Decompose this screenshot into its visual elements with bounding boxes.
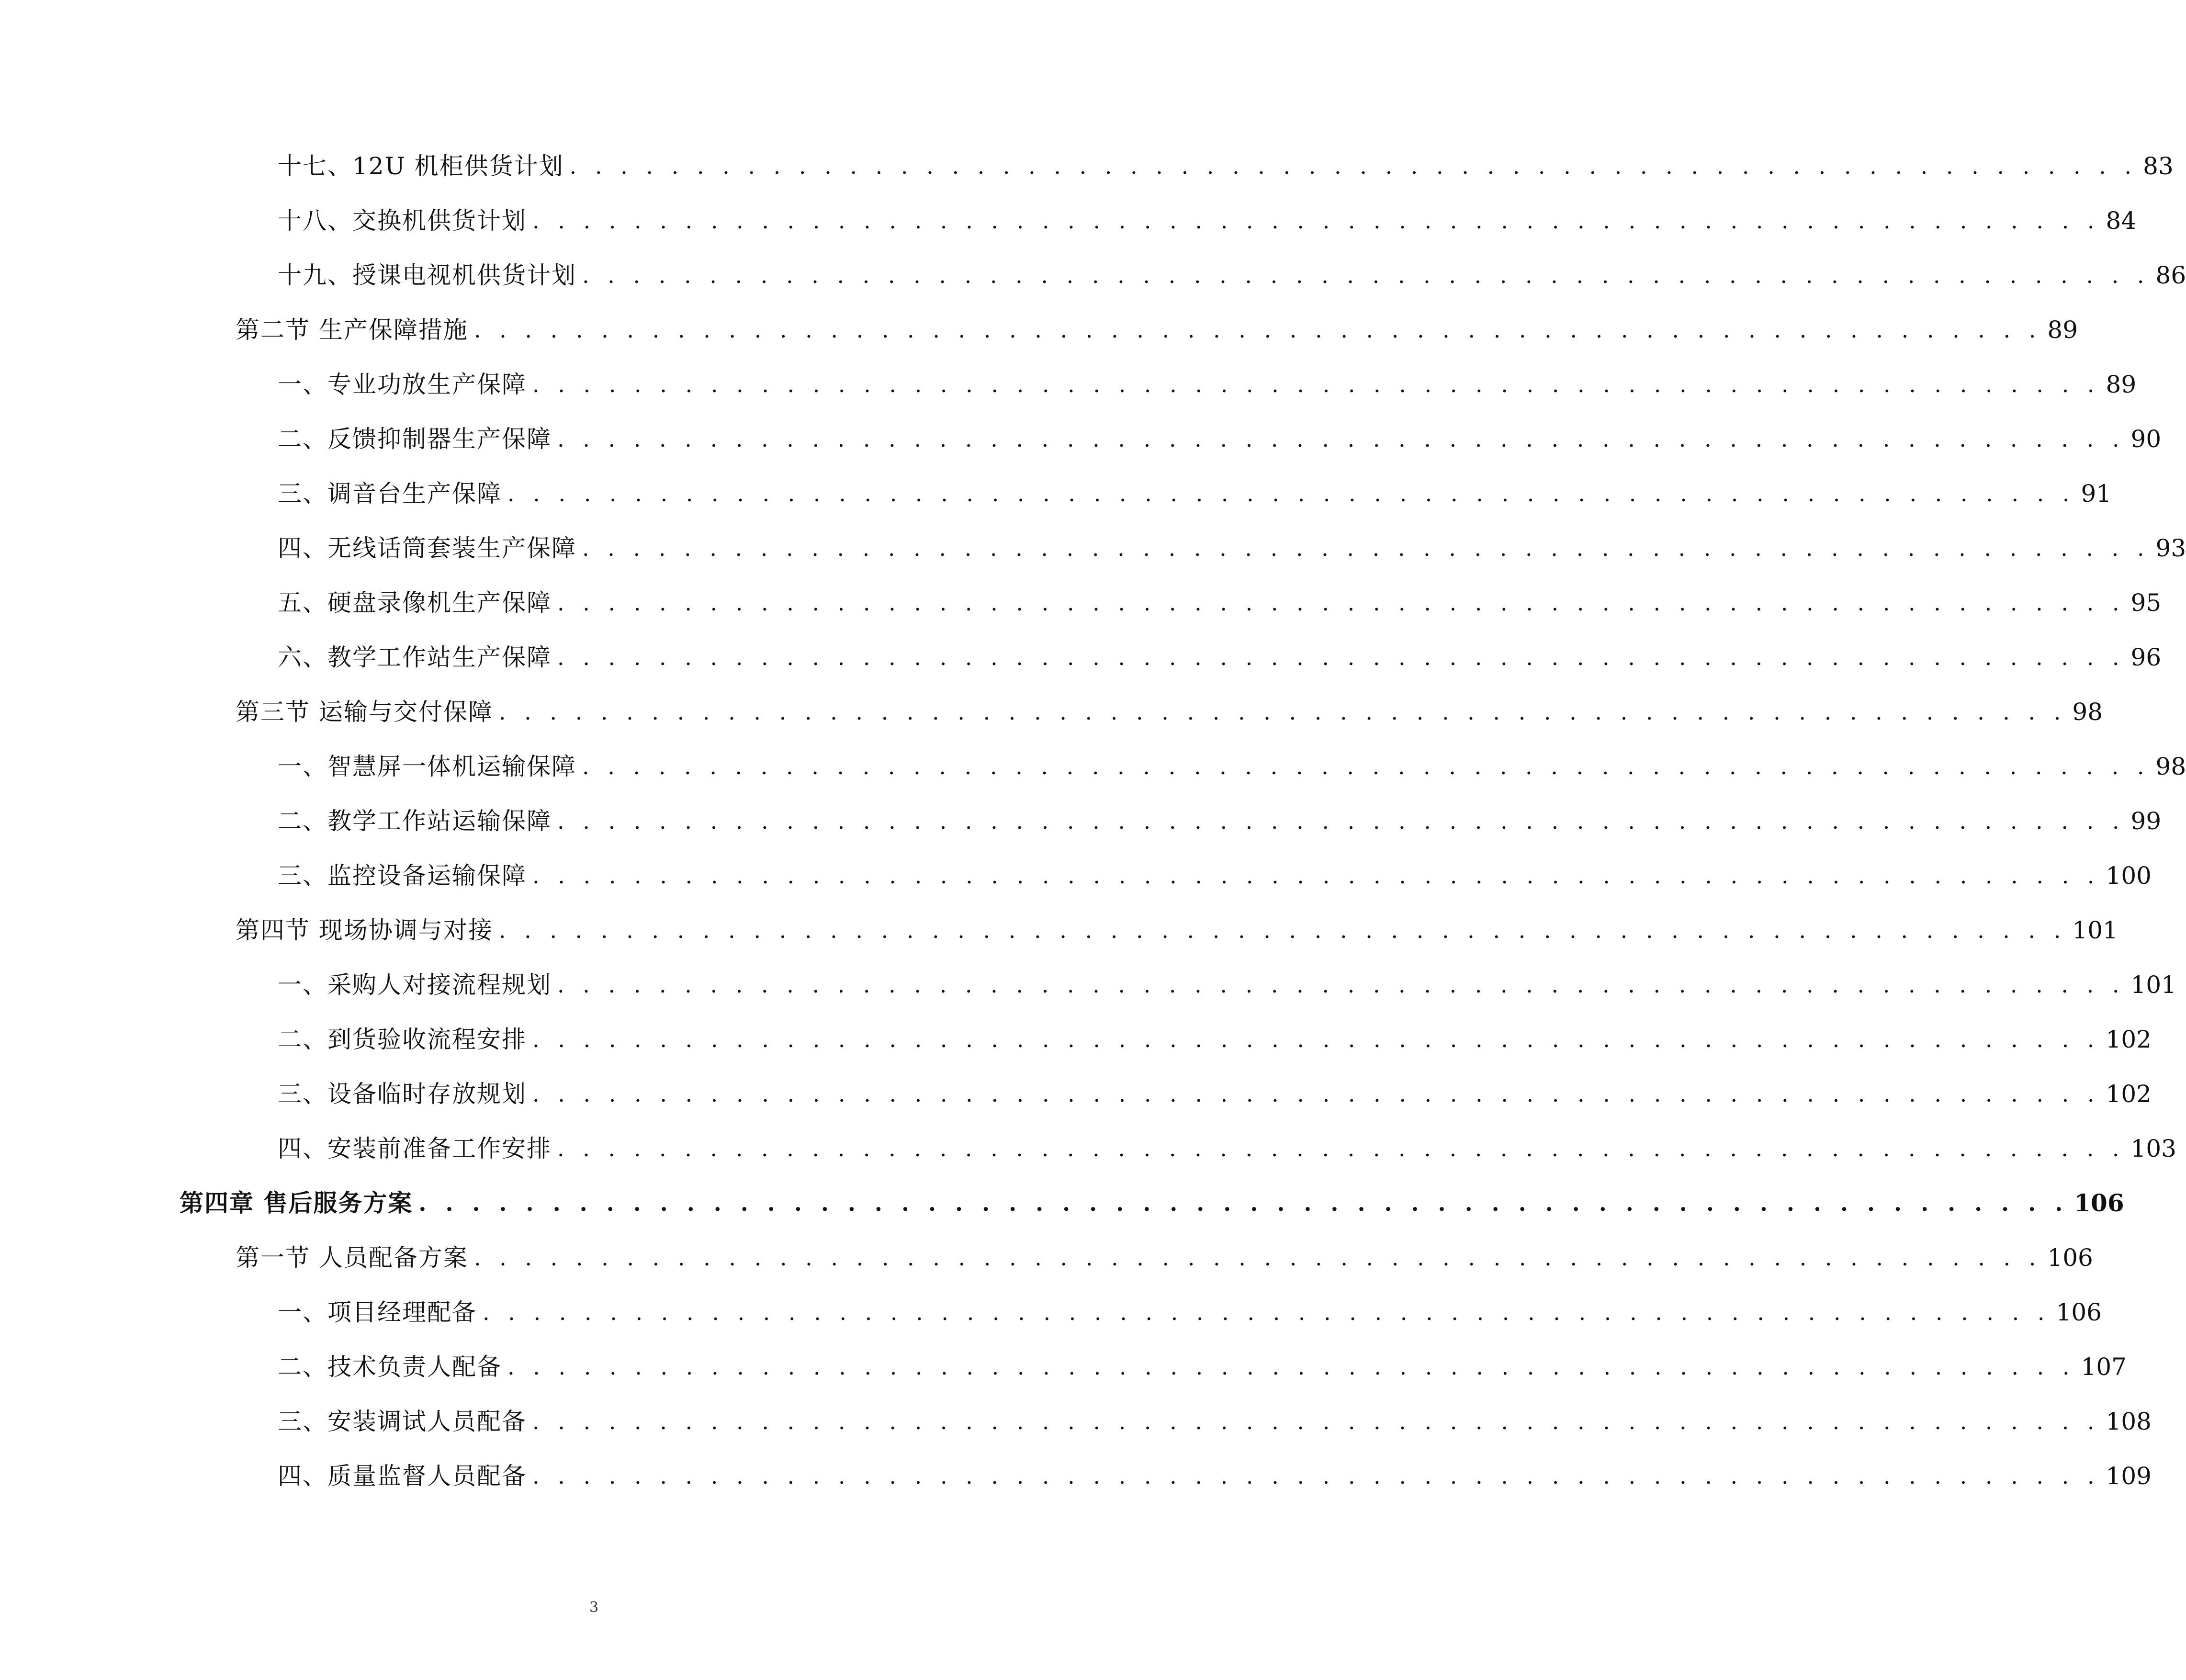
toc-entry-title: 一、采购人对接流程规划: [278, 971, 552, 999]
toc-entry[interactable]: [0, 794, 2162, 848]
toc-entry-page: 108: [2106, 1408, 2152, 1435]
toc-entry[interactable]: [0, 303, 2078, 357]
toc-entry-page: 99: [2130, 807, 2162, 835]
toc-dot-leader: . . . . . . . . . . . . . . . . . . . . . . . . . . . . . . . . . . . . . . . . . . . . . . . . . . . . . . . . . . . . . .: [582, 754, 2150, 779]
toc-dot-leader: . . . . . . . . . . . . . . . . . . . . . . . . . . . . . . . . . . . . . . . . . . . . . . . . . . . . . . . . . . . . . .: [582, 262, 2150, 288]
toc-entry-page: 103: [2130, 1135, 2176, 1162]
toc-dot-leader: . . . . . . . . . . . . . . . . . . . . . . . . . . . . . . . . . . . . . . . . . . . . . . . . . . . . . . . . . . . . . .: [483, 1299, 2051, 1325]
toc-entry-title: 六、教学工作站生产保障: [278, 643, 552, 671]
toc-entry-page: 86: [2155, 261, 2186, 289]
toc-entry[interactable]: [0, 685, 2103, 739]
toc-dot-leader: . . . . . . . . . . . . . . . . . . . . . . . . . . . . . . . . . . . . . . . . . . . . . . . . . . . . . . . . . . . . . .: [557, 972, 2125, 998]
toc-dot-leader: . . . . . . . . . . . . . . . . . . . . . . . . . . . . . . . . . . . . . . . . . . . . . . . . . . . . . . . . . . . . . .: [557, 1136, 2125, 1161]
toc-entry-page: 98: [2072, 698, 2103, 726]
toc-entry[interactable]: [0, 1176, 2124, 1230]
toc-entry-title: 一、专业功放生产保障: [278, 371, 527, 398]
toc-entry-page: 95: [2130, 589, 2162, 617]
toc-dot-leader: . . . . . . . . . . . . . . . . . . . . . . . . . . . . . . . . . . . . . . . . . . . . . . . . . . . . . . . . . . . . . .: [557, 590, 2125, 616]
toc-dot-leader: . . . . . . . . . . . . . . . . . . . . . . . . . . . . . . . . . . . . . . . . . . . . . . . . . . . . . . . . . . . . . .: [532, 1463, 2100, 1489]
toc-entry[interactable]: [0, 630, 2162, 685]
toc-entry[interactable]: [0, 848, 2152, 903]
toc-entry-title: 三、安装调试人员配备: [278, 1408, 527, 1435]
toc-dot-leader: . . . . . . . . . . . . . . . . . . . . . . . . . . . . . . . . . . . . . . . . . . . . . . . . . . . . . . . . . . . . . .: [569, 153, 2138, 179]
toc-entry-page: 90: [2130, 425, 2162, 453]
toc-dot-leader: . . . . . . . . . . . . . . . . . . . . . . . . . . . . . . . . . . . . . . . . . . . . . . . . . . . . . . . . . . . . . .: [507, 1354, 2075, 1380]
toc-entry-title: 五、硬盘录像机生产保障: [278, 589, 552, 617]
toc-dot-leader: . . . . . . . . . . . . . . . . . . . . . . . . . . . . . . . . . . . . . . . . . . . . . . . . . . . . . . . . . . . . . .: [473, 1245, 2042, 1271]
toc-dot-leader: . . . . . . . . . . . . . . . . . . . . . . . . . . . . . . . . . . . . . . . . . . . . . . . . . . . . . . . . . . . . . .: [507, 481, 2075, 507]
toc-entry-page: 107: [2081, 1353, 2127, 1381]
toc-entry[interactable]: [0, 521, 2186, 575]
toc-entry[interactable]: [0, 1230, 2093, 1285]
toc-entry-page: 106: [2056, 1298, 2102, 1326]
toc-entry-title: 十七、12U 机柜供货计划: [278, 152, 564, 180]
toc-entry[interactable]: [0, 357, 2137, 412]
toc-dot-leader: . . . . . . . . . . . . . . . . . . . . . . . . . . . . . . . . . . . . . . . . . . . . . . . . . . . . . . . . . . . . . .: [532, 372, 2100, 397]
toc-entry-page: 101: [2072, 916, 2118, 944]
toc-entry-page: 106: [2074, 1189, 2124, 1217]
table-of-contents: [0, 139, 2186, 1503]
toc-entry-page: 96: [2130, 643, 2162, 671]
toc-dot-leader: . . . . . . . . . . . . . . . . . . . . . . . . . . . . . . . . . . . . . . . . . . . . . . . . . . . . . . . . . . . . . .: [532, 208, 2100, 234]
toc-entry-page: 89: [2047, 316, 2078, 344]
toc-entry-page: 100: [2106, 862, 2152, 890]
toc-entry[interactable]: [0, 1012, 2152, 1067]
toc-dot-leader: . . . . . . . . . . . . . . . . . . . . . . . . . . . . . . . . . . . . . . . . . . . . . . . . . . . . . . . . . . . . . .: [532, 1081, 2100, 1107]
toc-dot-leader: . . . . . . . . . . . . . . . . . . . . . . . . . . . . . . . . . . . . . . . . . . . . . . . . . . . . . . . . . . . . . .: [532, 1026, 2100, 1052]
toc-dot-leader: . . . . . . . . . . . . . . . . . . . . . . . . . . . . . . . . . . . . . . . . . . . . . . . . . . . . . . . . . . . . . .: [498, 917, 2067, 943]
toc-entry-title: 第一节 人员配备方案: [236, 1244, 468, 1272]
toc-entry-page: 106: [2047, 1244, 2093, 1272]
toc-entry-page: 101: [2130, 971, 2176, 999]
toc-entry-title: 四、安装前准备工作安排: [278, 1135, 552, 1162]
toc-entry-title: 二、技术负责人配备: [278, 1353, 502, 1381]
toc-entry-page: 98: [2155, 753, 2186, 780]
toc-entry[interactable]: [0, 1394, 2152, 1449]
toc-entry[interactable]: [0, 1285, 2102, 1340]
toc-entry-title: 四、质量监督人员配备: [278, 1462, 527, 1490]
toc-entry-title: 第四章 售后服务方案: [180, 1189, 413, 1217]
toc-entry-title: 第三节 运输与交付保障: [236, 698, 493, 726]
toc-entry[interactable]: [0, 575, 2162, 630]
toc-entry-title: 三、设备临时存放规划: [278, 1080, 527, 1108]
toc-entry[interactable]: [0, 903, 2118, 958]
toc-entry-page: 91: [2081, 480, 2112, 507]
toc-dot-leader: . . . . . . . . . . . . . . . . . . . . . . . . . . . . . . . . . . . . . . . . . . . . . . . . . . . . . . . . . . . . . .: [498, 699, 2067, 725]
toc-entry-title: 三、监控设备运输保障: [278, 862, 527, 890]
toc-entry-title: 一、项目经理配备: [278, 1298, 477, 1326]
toc-entry-page: 102: [2106, 1026, 2152, 1053]
toc-dot-leader: . . . . . . . . . . . . . . . . . . . . . . . . . . . . . . . . . . . . . . . . . . . . . . . . . . . . . . . . . . . . . .: [532, 863, 2100, 889]
toc-entry[interactable]: [0, 139, 2174, 193]
toc-entry-title: 二、到货验收流程安排: [278, 1026, 527, 1053]
toc-entry-title: 第四节 现场协调与对接: [236, 916, 493, 944]
toc-entry[interactable]: [0, 1067, 2152, 1121]
toc-entry-page: 93: [2155, 534, 2186, 562]
toc-dot-leader: . . . . . . . . . . . . . . . . . . . . . . . . . . . . . . . . . . . . . . . . . . . . . . . . . . . . . . . . . . . . . .: [418, 1190, 2069, 1216]
toc-entry-page: 102: [2106, 1080, 2152, 1108]
toc-dot-leader: . . . . . . . . . . . . . . . . . . . . . . . . . . . . . . . . . . . . . . . . . . . . . . . . . . . . . . . . . . . . . .: [557, 426, 2125, 452]
toc-entry[interactable]: [0, 739, 2186, 794]
toc-entry[interactable]: [0, 193, 2137, 248]
toc-entry-title: 二、反馈抑制器生产保障: [278, 425, 552, 453]
toc-entry[interactable]: [0, 1121, 2176, 1176]
toc-entry-title: 四、无线话筒套装生产保障: [278, 534, 576, 562]
toc-dot-leader: . . . . . . . . . . . . . . . . . . . . . . . . . . . . . . . . . . . . . . . . . . . . . . . . . . . . . . . . . . . . . .: [557, 808, 2125, 834]
page-number: 3: [589, 1599, 599, 1616]
toc-entry[interactable]: [0, 1449, 2152, 1503]
toc-entry-page: 84: [2106, 207, 2137, 235]
toc-entry[interactable]: [0, 248, 2186, 303]
toc-entry-title: 一、智慧屏一体机运输保障: [278, 753, 576, 780]
toc-dot-leader: . . . . . . . . . . . . . . . . . . . . . . . . . . . . . . . . . . . . . . . . . . . . . . . . . . . . . . . . . . . . . .: [473, 317, 2042, 343]
toc-entry-page: 109: [2106, 1462, 2152, 1490]
toc-entry-title: 十八、交换机供货计划: [278, 207, 527, 235]
toc-entry[interactable]: [0, 466, 2112, 521]
toc-entry[interactable]: [0, 958, 2176, 1012]
toc-entry[interactable]: [0, 1340, 2127, 1394]
toc-dot-leader: . . . . . . . . . . . . . . . . . . . . . . . . . . . . . . . . . . . . . . . . . . . . . . . . . . . . . . . . . . . . . .: [532, 1409, 2100, 1434]
toc-entry-title: 三、调音台生产保障: [278, 480, 502, 507]
toc-entry-page: 83: [2143, 152, 2174, 180]
toc-entry[interactable]: [0, 412, 2162, 466]
toc-entry-title: 第二节 生产保障措施: [236, 316, 468, 344]
toc-dot-leader: . . . . . . . . . . . . . . . . . . . . . . . . . . . . . . . . . . . . . . . . . . . . . . . . . . . . . . . . . . . . . .: [557, 644, 2125, 670]
toc-dot-leader: . . . . . . . . . . . . . . . . . . . . . . . . . . . . . . . . . . . . . . . . . . . . . . . . . . . . . . . . . . . . . .: [582, 535, 2150, 561]
toc-entry-title: 二、教学工作站运输保障: [278, 807, 552, 835]
toc-entry-title: 十九、授课电视机供货计划: [278, 261, 576, 289]
toc-entry-page: 89: [2106, 371, 2137, 398]
